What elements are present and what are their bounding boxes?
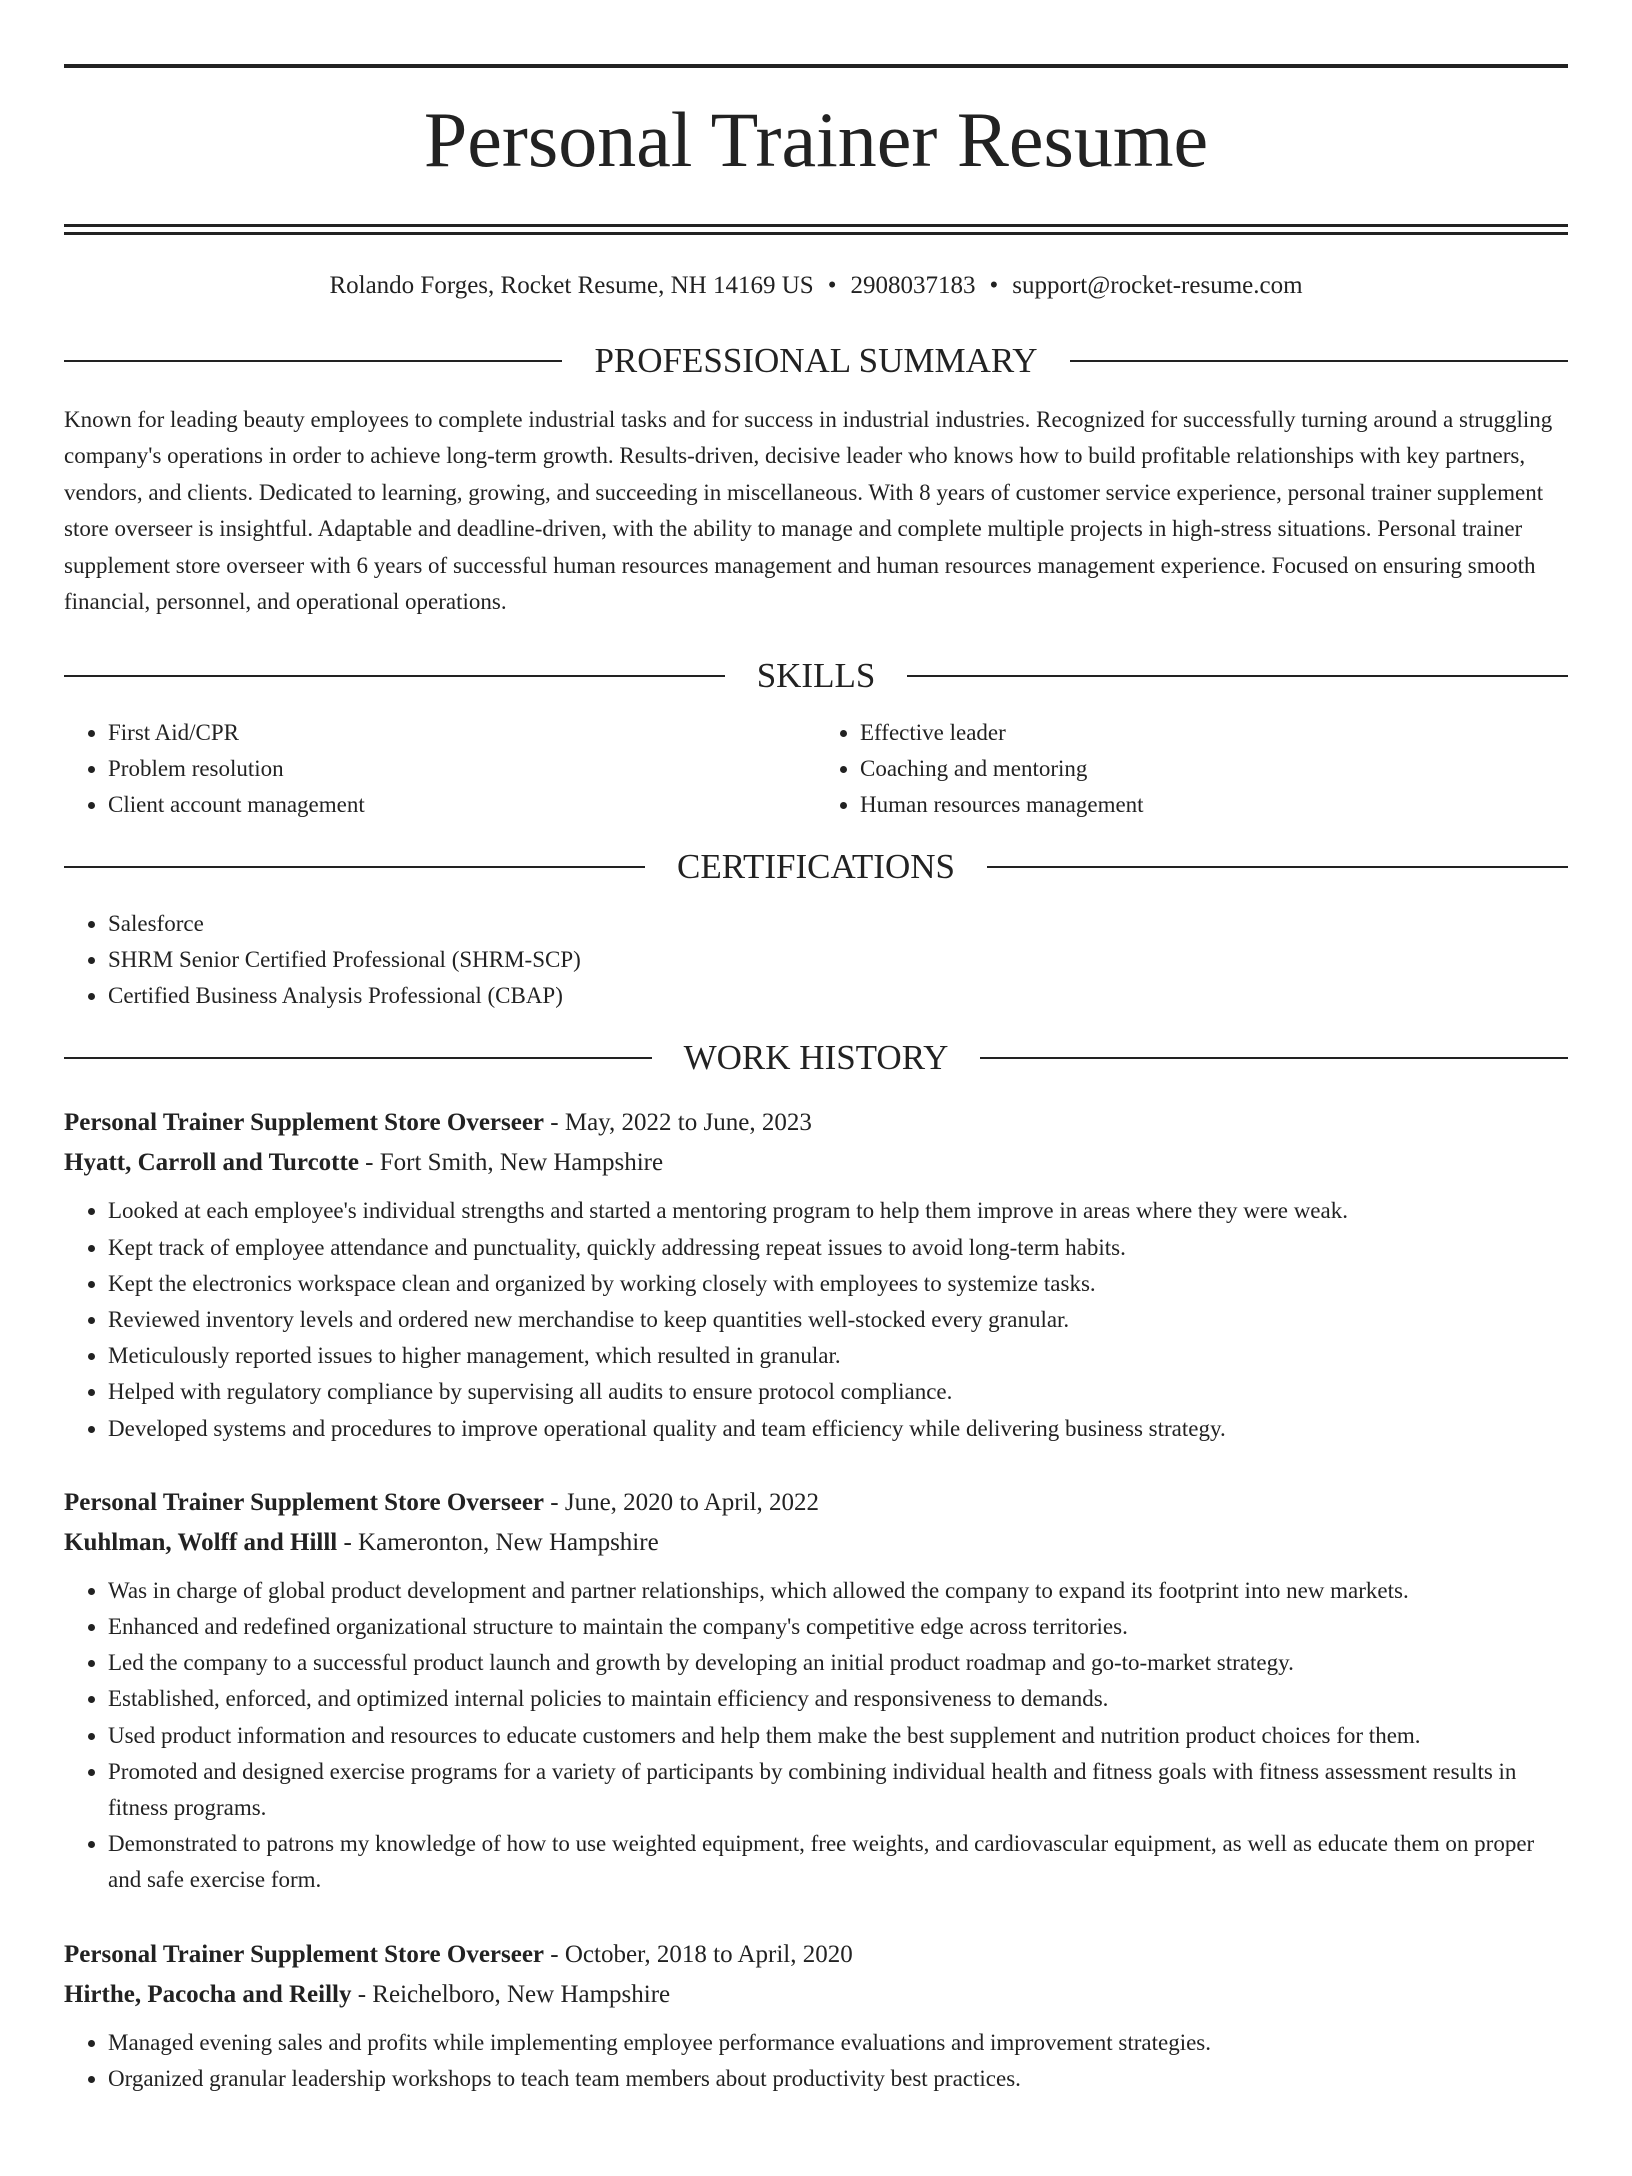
job-title: Personal Trainer Supplement Store Overseer	[64, 1940, 545, 1968]
heading-rule-left	[64, 1057, 652, 1059]
skills-column-right	[816, 715, 1568, 823]
job-bullets	[64, 1193, 1568, 1446]
contact-address: Rolando Forges, Rocket Resume, NH 14169 US	[329, 272, 814, 299]
page-title: Personal Trainer Resume	[423, 96, 1209, 183]
job-bullets	[64, 2025, 1568, 2097]
job-company: Kuhlman, Wolff and Hilll	[64, 1528, 338, 1556]
summary-heading-label: PROFESSIONAL SUMMARY	[594, 341, 1038, 380]
job-bullet: • Managed evening sales and profits while implementing employee performance evaluations and improvement strategies.	[108, 2025, 1568, 2061]
skills-heading-label: SKILLS	[756, 656, 876, 696]
job-company: Hyatt, Carroll and Turcotte	[64, 1149, 359, 1177]
contact-separator: •	[827, 272, 837, 299]
heading-rule-right	[1070, 360, 1568, 362]
job-bullet: • Kept the electronics workspace clean and organized by working closely with employees to systemize tasks.	[108, 1266, 1568, 1302]
job-title-line	[64, 1935, 1568, 1975]
resume-page	[0, 64, 1632, 2176]
certifications-heading	[64, 847, 1568, 887]
certification-item: • Salesforce	[108, 906, 1568, 942]
job-bullet: • Kept track of employee attendance and punctuality, quickly addressing repeat issues to avoid long-term habits.	[108, 1230, 1568, 1266]
certification-item: • SHRM Senior Certified Professional (SHRM-SCP)	[108, 942, 1568, 978]
work-history-heading-label: WORK HISTORY	[683, 1038, 949, 1078]
job-title: Personal Trainer Supplement Store Overseer	[64, 1109, 545, 1137]
contact-email: support@rocket-resume.com	[1012, 272, 1303, 299]
job-company-line	[64, 1523, 1568, 1563]
skill-item: • Human resources management	[860, 787, 1568, 823]
job-dates: - May, 2022 to June, 2023	[544, 1109, 812, 1137]
heading-rule-right	[980, 1057, 1568, 1059]
job-bullets	[64, 1573, 1568, 1899]
job-title-line	[64, 1103, 1568, 1143]
job-bullet: • Looked at each employee's individual strengths and started a mentoring program to help them improve in areas where they were weak.	[108, 1193, 1568, 1229]
job-entry	[64, 1103, 1568, 1446]
heading-rule-right	[987, 866, 1568, 868]
job-bullet: • Organized granular leadership workshops to teach team members about productivity best practices.	[108, 2061, 1568, 2097]
summary-heading	[64, 343, 1568, 378]
skill-item: • Coaching and mentoring	[860, 751, 1568, 787]
job-location: - Kameronton, New Hampshire	[337, 1528, 659, 1556]
summary-text: Known for leading beauty employees to complete industrial tasks and for success in industrial industries. Recognized for successfully turning around a struggling company's operations in order to achieve long-term growth. Results-driven, decisive leader who knows how to build profitable relationships with key partners, vendors, and clients. Dedicated to learning, growing, and succeeding in miscellaneous. With 8 years of customer service experience, personal trainer supplement store overseer is insightful. Adaptable and deadline-driven, with the ability to manage and complete multiple projects in high-stress situations. Personal trainer supplement store overseer with 6 years of successful human resources management and human resources management experience. Focused on ensuring smooth financial, personnel, and operational operations.	[64, 407, 1553, 615]
certification-item: • Certified Business Analysis Professional (CBAP)	[108, 978, 1568, 1014]
heading-rule-right	[907, 675, 1568, 677]
job-company-line	[64, 1143, 1568, 1183]
job-bullet: • Demonstrated to patrons my knowledge of how to use weighted equipment, free weights, and cardiovascular equipment, as well as educate them on proper and safe exercise form.	[108, 1826, 1568, 1898]
skill-item: • First Aid/CPR	[108, 715, 816, 751]
job-location: - Reichelboro, New Hampshire	[351, 1980, 671, 2008]
skills-heading	[64, 656, 1568, 696]
job-entry	[64, 1935, 1568, 2097]
heading-rule-left	[64, 675, 725, 677]
certifications-list	[64, 906, 1568, 1014]
job-company: Hirthe, Pacocha and Reilly	[64, 1980, 352, 2008]
skill-item: • Effective leader	[860, 715, 1568, 751]
job-entry	[64, 1483, 1568, 1899]
contact-phone: 2908037183	[850, 272, 976, 299]
skill-item: • Client account management	[108, 787, 816, 823]
job-bullet: • Developed systems and procedures to improve operational quality and team efficiency while delivering business strategy.	[108, 1411, 1568, 1447]
job-bullet: • Meticulously reported issues to higher management, which resulted in granular.	[108, 1338, 1568, 1374]
job-bullet: • Helped with regulatory compliance by supervising all audits to ensure protocol compliance.	[108, 1374, 1568, 1410]
heading-rule-left	[64, 866, 645, 868]
skills-column-left	[64, 715, 816, 823]
work-history-heading	[64, 1038, 1568, 1078]
skills-list	[64, 715, 1568, 823]
job-company-line	[64, 1975, 1568, 2015]
job-dates: - June, 2020 to April, 2022	[544, 1488, 820, 1516]
certifications-heading-label: CERTIFICATIONS	[677, 847, 955, 887]
title-double-rule	[64, 224, 1568, 235]
job-bullet: • Established, enforced, and optimized internal policies to maintain efficiency and responsiveness to demands.	[108, 1681, 1568, 1717]
job-bullet: • Reviewed inventory levels and ordered new merchandise to keep quantities well-stocked every granular.	[108, 1302, 1568, 1338]
job-dates: - October, 2018 to April, 2020	[544, 1940, 853, 1968]
skill-item: • Problem resolution	[108, 751, 816, 787]
job-bullet: • Led the company to a successful product launch and growth by developing an initial product roadmap and go-to-market strategy.	[108, 1645, 1568, 1681]
job-bullet: • Enhanced and redefined organizational structure to maintain the company's competitive edge across territories.	[108, 1609, 1568, 1645]
job-title-line	[64, 1483, 1568, 1523]
job-bullet: • Promoted and designed exercise programs for a variety of participants by combining individual health and fitness goals with fitness assessment results in fitness programs.	[108, 1754, 1568, 1826]
heading-rule-left	[64, 360, 562, 362]
contact-separator: •	[989, 272, 999, 299]
job-bullet: • Was in charge of global product development and partner relationships, which allowed the company to expand its footprint into new markets.	[108, 1573, 1568, 1609]
top-rule	[64, 64, 1568, 68]
job-title: Personal Trainer Supplement Store Overseer	[64, 1488, 545, 1516]
contact-line	[64, 271, 1568, 301]
job-location: - Fort Smith, New Hampshire	[358, 1149, 664, 1177]
job-bullet: • Used product information and resources to educate customers and help them make the best supplement and nutrition product choices for them.	[108, 1718, 1568, 1754]
